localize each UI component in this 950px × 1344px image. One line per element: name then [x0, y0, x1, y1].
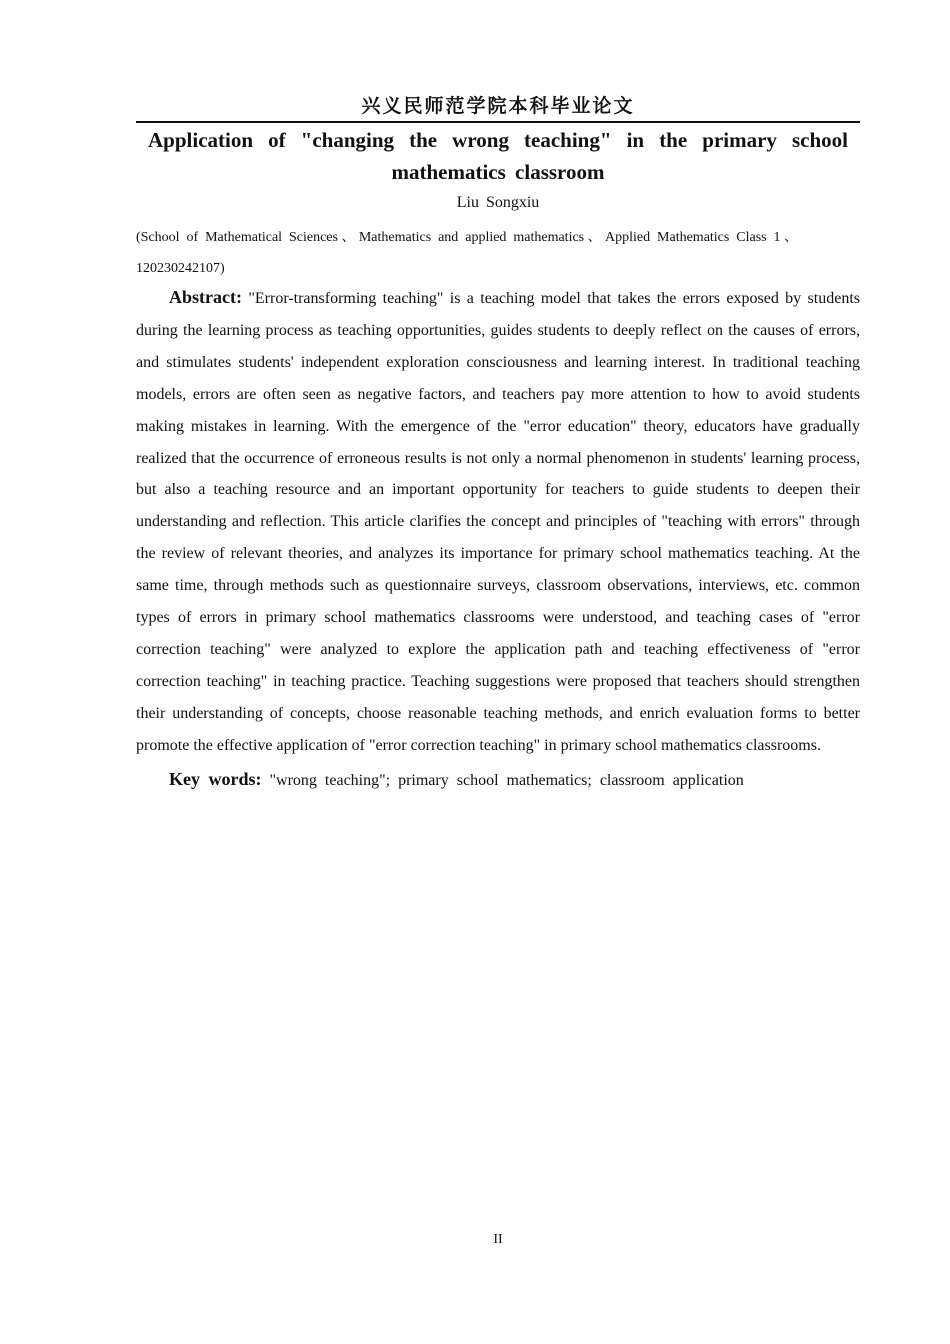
keywords-label: Key words: — [169, 769, 262, 789]
abstract-paragraph — [136, 282, 860, 762]
paper-title-line-1: Application of "changing the wrong teaching" in the primary school — [148, 128, 848, 152]
header-divider — [136, 121, 860, 123]
keywords-text: "wrong teaching"; primary school mathematics; classroom application — [261, 772, 744, 789]
keywords-paragraph — [136, 764, 860, 796]
abstract-label: Abstract: — [169, 287, 242, 307]
paper-title-line-2: mathematics classroom — [391, 160, 605, 184]
author-name: Liu Songxiu — [456, 194, 540, 211]
document-header: 兴义民师范学院本科毕业论文 — [361, 95, 635, 117]
paper-title — [136, 124, 860, 188]
author-affiliation: (School of Mathematical Sciences、Mathematics and applied mathematics、Applied Mathematics Class 1、120230242107) — [136, 230, 798, 276]
abstract-text: "Error-transforming teaching" is a teaching model that takes the errors exposed by students during the learning process as teaching opportunities, guides students to deeply reflect on the causes of errors, and stimulates students' independent exploration consciousness and learning interest. In traditional teaching models, errors are often seen as negative factors, and teachers pay more attention to how to avoid students making mistakes in learning. With the emergence of the "error education" theory, educators have gradually realized that the occurrence of erroneous results is not only a normal phenomenon in students' learning process, but also a teaching resource and an important opportunity for teachers to guide students to deepen their understanding and reflection. This article clarifies the concept and principles of "teaching with errors" through the review of relevant theories, and analyzes its importance for primary school mathematics teaching. At the same time, through methods such as questionnaire surveys, classroom observations, interviews, etc. common types of errors in primary school mathematics classrooms were understood, and teaching cases of "error correction teaching" were analyzed to explore the application path and teaching effectiveness of "error correction teaching" in teaching practice. Teaching suggestions were proposed that teachers should strengthen their understanding of concepts, choose reasonable teaching methods, and enrich evaluation forms to better promote the effective application of "error correction teaching" in primary school mathematics classrooms. — [136, 290, 860, 754]
page-number: II — [493, 1232, 503, 1247]
